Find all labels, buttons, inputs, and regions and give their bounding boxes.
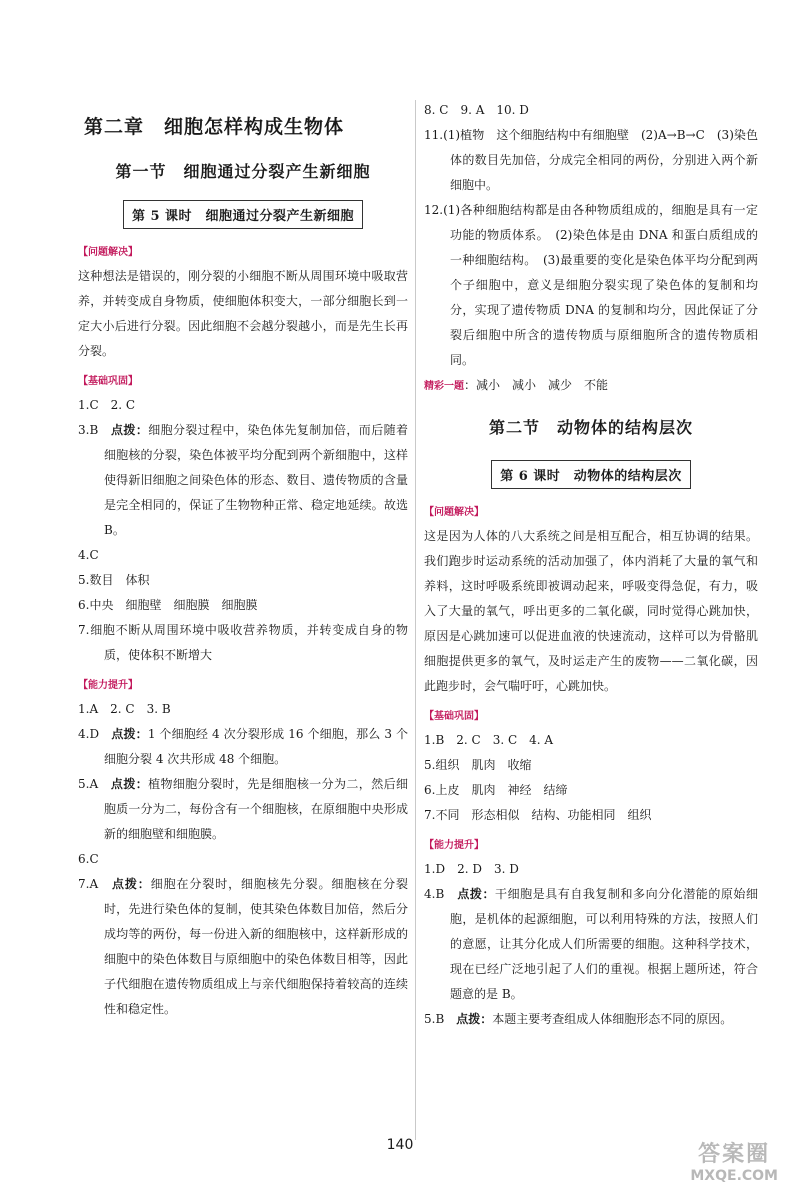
hint-label: 点拨：: [457, 887, 496, 901]
problem-label: 【问题解决】: [424, 507, 484, 518]
answer-text: 不同 形态相似 结构、功能相同 组织: [435, 808, 652, 822]
basic-label: 【基础巩固】: [78, 376, 138, 387]
answer-text: B 2. C 3. C 4. A: [435, 733, 554, 747]
answer-item: [424, 98, 758, 123]
answer-item: [78, 593, 408, 618]
answer-text: 组织 肌肉 收缩: [435, 758, 532, 772]
watermark-logo-text: 答案圈: [698, 1142, 771, 1167]
problem-text: 这种想法是错误的，刚分裂的小细胞不断从周围环境中吸取营养，并转变成自身物质，使细胞体积变大，一部分细胞长到一定大小后进行分裂。因此细胞不会越分裂越小，而是先生长再分裂。: [78, 269, 408, 358]
problem-label: 【问题解决】: [78, 247, 138, 258]
answer-number: 6.: [424, 783, 436, 797]
answer-item: [78, 543, 408, 568]
problem-text: 这是因为人体的八大系统之间是相互配合，相互协调的结果。我们跑步时运动系统的活动加强了，体内消耗了大量的氧气和养料，这时呼吸系统即被调动起来，呼吸变得急促，有力，吸入了大量的氧气，呼出更多的二氧化碳，同时觉得心跳加快，原因是心跳加速可以促进血液的快速流动，这样可以为骨骼肌细胞提供更多的氧气，及时运走产生的废物——二氧化碳，因此跑步时，会气喘吁吁，心跳加快。: [424, 529, 758, 693]
page-number: 140: [386, 1137, 414, 1153]
answer-item: [78, 772, 408, 847]
answer-number: 12.: [424, 203, 444, 217]
highlight-label: 精彩一题: [424, 381, 464, 392]
answer-item: [78, 618, 408, 668]
basic-answers-list: [424, 728, 758, 828]
answer-text: A: [89, 777, 111, 791]
answer-item: [78, 568, 408, 593]
answer-item: [424, 728, 758, 753]
basic-label: 【基础巩固】: [424, 711, 484, 722]
answer-number: 5.: [78, 777, 90, 791]
answer-text: B: [435, 887, 458, 901]
column-divider: [415, 100, 416, 1140]
hint-text: 细胞在分裂时，细胞核先分裂。细胞核在分裂时，先进行染色体的复制，使其染色体数目加倍，然后分成均等的两份，每一份进入新的细胞核中，这样新形成的细胞中的染色体数目与原细胞中的染色体数目相等，因此子代细胞在遗传物质组成上与亲代细胞保持着较高的连续性和稳定性。: [104, 877, 408, 1016]
answer-text: 8. C 9. A 10. D: [424, 103, 529, 117]
answer-item: [424, 803, 758, 828]
answer-item: [424, 753, 758, 778]
answer-text: D: [89, 727, 112, 741]
answer-number: 5.: [424, 1012, 436, 1026]
answer-number: 4.: [78, 727, 90, 741]
lesson-title-6: 第 6 课时 动物体的结构层次: [491, 460, 691, 489]
answer-text: 上皮 肌肉 神经 结缔: [435, 783, 568, 797]
answer-number: 1.: [424, 733, 436, 747]
answer-item: [78, 722, 408, 772]
answer-item: [78, 847, 408, 872]
answer-item: [424, 198, 758, 373]
answer-text: 中央 细胞壁 细胞膜 细胞膜: [89, 598, 258, 612]
answer-number: 1.: [424, 862, 436, 876]
answer-text: 细胞不断从周围环境中吸收营养物质，并转变成自身的物质，使体积不断增大: [89, 623, 408, 662]
continued-answers-list: [424, 98, 758, 373]
answer-number: 5.: [78, 573, 90, 587]
answer-text: C: [89, 852, 99, 866]
answer-item: [78, 872, 408, 1022]
hint-text: 细胞分裂过程中，染色体先复制加倍，而后随着细胞核的分裂，染色体被平均分配到两个新细胞中，这样使得新旧细胞之间染色体的形态、数目、遗传物质的含量是完全相同的，保证了生物物种正常、稳定地延续。故选 B。: [104, 423, 408, 537]
answer-text: B: [89, 423, 112, 437]
answer-number: 4.: [78, 548, 90, 562]
hint-text: 植物细胞分裂时，先是细胞核一分为二，然后细胞质一分为二，每份含有一个细胞核，在原细胞中央形成新的细胞壁和细胞膜。: [104, 777, 408, 841]
answer-item: [424, 1007, 758, 1032]
ability-answers-list: [78, 697, 408, 1022]
hint-text: 1 个细胞经 4 次分裂形成 16 个细胞，那么 3 个细胞分裂 4 次共形成 48 个细胞。: [104, 727, 408, 766]
left-column: [78, 96, 408, 1022]
answer-number: 7.: [78, 877, 90, 891]
answer-number: 4.: [424, 887, 436, 901]
answer-text: (1)植物 这个细胞结构中有细胞壁 (2)A→B→C (3)染色体的数目先加倍，分成完全相同的两份，分别进入两个新细胞中。: [443, 128, 758, 192]
answer-text: C 2. C: [89, 398, 136, 412]
answer-item: [78, 418, 408, 543]
answer-item: [424, 778, 758, 803]
hint-label: 点拨：: [111, 877, 151, 891]
answer-number: 11.: [424, 128, 444, 142]
hint-label: 点拨：: [111, 727, 148, 741]
section-title-1: 第一节 细胞通过分裂产生新细胞: [115, 162, 371, 181]
answer-item: [424, 857, 758, 882]
highlight-row: [424, 373, 758, 399]
ability-label: 【能力提升】: [424, 840, 484, 851]
ability-answers-list: [424, 857, 758, 1032]
hint-text: 干细胞是具有自我复制和多向分化潜能的原始细胞，是机体的起源细胞，可以利用特殊的方法，按照人们的意愿，让其分化成人们所需要的细胞。这种科学技术，现在已经广泛地引起了人们的重视。根据上题所述，符合题意的是 B。: [450, 887, 758, 1001]
answer-text: C: [89, 548, 99, 562]
answer-number: 1.: [78, 398, 90, 412]
answer-text: A 2. C 3. B: [89, 702, 171, 716]
answer-number: 3.: [78, 423, 90, 437]
answer-item: [78, 393, 408, 418]
answer-text: A: [89, 877, 112, 891]
watermark-url: MXQE.COM: [690, 1168, 778, 1184]
hint-text: 本题主要考查组成人体细胞形态不同的原因。: [492, 1012, 733, 1026]
answer-text: 数目 体积: [89, 573, 150, 587]
answer-text: B: [435, 1012, 457, 1026]
answer-number: 7.: [424, 808, 436, 822]
hint-label: 点拨：: [456, 1012, 493, 1026]
answer-text: (1)各种细胞结构都是由各种物质组成的，细胞是具有一定功能的物质体系。 (2)染色体是由 DNA 和蛋白质组成的一种细胞结构。 (3)最重要的变化是染色体平均分配到两个子细胞中，意义是细胞分裂实现了染色体的复制和均分，实现了遗传物质 DNA 的复制和均分，因此保证了分裂后细胞中所含的遗传物质与原细胞所含的遗传物质相同。: [443, 203, 758, 367]
basic-answers-list: [78, 393, 408, 668]
answer-number: 1.: [78, 702, 90, 716]
highlight-text: ：减小 减小 减少 不能: [464, 378, 609, 392]
lesson-title-5: 第 5 课时 细胞通过分裂产生新细胞: [123, 200, 363, 229]
hint-label: 点拨：: [111, 423, 149, 437]
answer-text: D 2. D 3. D: [435, 862, 519, 876]
answer-number: 6.: [78, 852, 90, 866]
section-title-2: 第二节 动物体的结构层次: [488, 418, 693, 437]
answer-item: [424, 882, 758, 1007]
chapter-title: 第二章 细胞怎样构成生物体: [84, 116, 345, 138]
answer-item: [424, 123, 758, 198]
hint-label: 点拨：: [110, 777, 149, 791]
answer-number: 5.: [424, 758, 436, 772]
right-column: [424, 98, 758, 1032]
watermark-logo: [690, 1137, 778, 1184]
answer-number: 7.: [78, 623, 90, 637]
answer-number: 6.: [78, 598, 90, 612]
answer-item: [78, 697, 408, 722]
ability-label: 【能力提升】: [78, 680, 138, 691]
